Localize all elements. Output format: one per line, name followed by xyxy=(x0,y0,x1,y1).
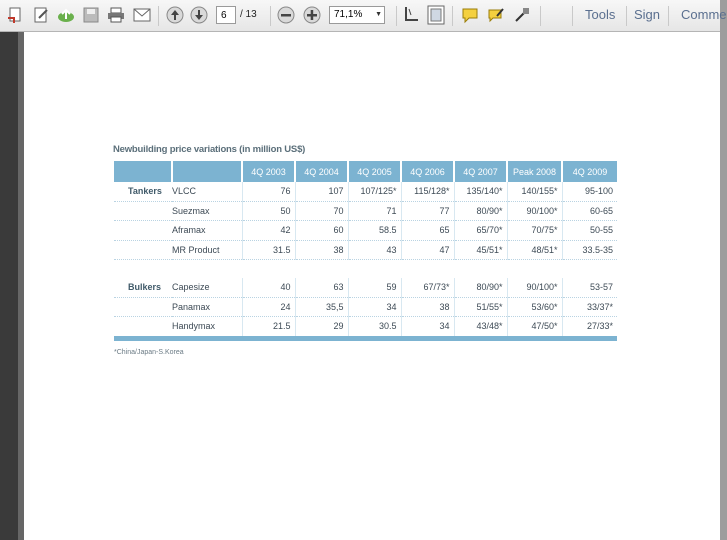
table-cell: 33/37* xyxy=(562,297,617,317)
table-row xyxy=(114,297,617,317)
sign-menu[interactable]: Sign xyxy=(634,7,661,22)
row-label: Aframax xyxy=(172,221,242,241)
column-header: 4Q 2005 xyxy=(348,161,401,182)
table-cell: 33.5-35 xyxy=(562,240,617,260)
toolbar-divider xyxy=(626,6,627,26)
table-cell: 59 xyxy=(348,278,401,297)
table-cell: 90/100* xyxy=(507,278,562,297)
fit-page-icon[interactable] xyxy=(426,5,446,25)
table-cell: 76 xyxy=(242,182,295,201)
table-cell: 107/125* xyxy=(348,182,401,201)
edit-document-icon[interactable] xyxy=(32,5,52,25)
table-row xyxy=(114,201,617,221)
table-cell: 38 xyxy=(295,240,348,260)
print-icon[interactable] xyxy=(106,5,126,25)
table-cell: 31.5 xyxy=(242,240,295,260)
table-row xyxy=(114,278,617,297)
table-cell: 67/73* xyxy=(401,278,454,297)
table-row xyxy=(114,221,617,241)
spacer-cell xyxy=(114,260,617,279)
toolbar-divider xyxy=(270,6,271,26)
save-icon[interactable] xyxy=(82,5,100,25)
toolbar-divider xyxy=(572,6,573,26)
group-label-empty xyxy=(114,201,172,221)
group-label: Bulkers xyxy=(114,278,172,297)
table-cell: 135/140* xyxy=(454,182,507,201)
cloud-upload-icon[interactable] xyxy=(56,5,76,25)
group-label-empty xyxy=(114,317,172,336)
group-label: Tankers xyxy=(114,182,172,201)
table-footnote: *China/Japan-S.Korea xyxy=(114,349,184,356)
table-cell: 70/75* xyxy=(507,221,562,241)
column-header: 4Q 2007 xyxy=(454,161,507,182)
table-spacer-row xyxy=(114,260,617,279)
toolbar-divider xyxy=(158,6,159,26)
table-title: Newbuilding price variations (in million US$) xyxy=(113,144,306,155)
group-label-empty xyxy=(114,221,172,241)
column-header: 4Q 2003 xyxy=(242,161,295,182)
table-cell: 50-55 xyxy=(562,221,617,241)
table-cell: 29 xyxy=(295,317,348,336)
zoom-value: 71,1% xyxy=(334,9,363,20)
table-cell: 53/60* xyxy=(507,297,562,317)
table-cell: 58.5 xyxy=(348,221,401,241)
table-cell: 65 xyxy=(401,221,454,241)
select-tool-icon[interactable] xyxy=(402,5,420,25)
previous-page-icon[interactable] xyxy=(166,5,184,25)
next-page-icon[interactable] xyxy=(190,5,208,25)
create-pdf-icon[interactable] xyxy=(6,5,26,25)
table-cell: 34 xyxy=(348,297,401,317)
zoom-out-icon[interactable] xyxy=(276,5,296,25)
highlight-icon[interactable] xyxy=(486,5,506,25)
table-cell: 43/48* xyxy=(454,317,507,336)
page-total-label: / 13 xyxy=(240,9,257,20)
header-blank xyxy=(172,161,242,182)
row-label: Panamax xyxy=(172,297,242,317)
toolbar-divider xyxy=(668,6,669,26)
table-cell: 65/70* xyxy=(454,221,507,241)
zoom-in-icon[interactable] xyxy=(302,5,322,25)
table-cell: 50 xyxy=(242,201,295,221)
column-header: 4Q 2006 xyxy=(401,161,454,182)
toolbar-divider xyxy=(540,6,541,26)
table-cell: 80/90* xyxy=(454,201,507,221)
row-label: Handymax xyxy=(172,321,216,332)
chevron-down-icon[interactable]: ▼ xyxy=(375,11,382,18)
table-cell: 42 xyxy=(242,221,295,241)
column-header: Peak 2008 xyxy=(507,161,562,182)
stamp-icon[interactable] xyxy=(512,5,532,25)
toolbar-divider xyxy=(452,6,453,26)
table-cell: 115/128* xyxy=(401,182,454,201)
row-label: Capesize xyxy=(172,278,242,297)
table-row xyxy=(114,182,617,201)
table-cell: 24 xyxy=(242,297,295,317)
table-bottom-band xyxy=(114,336,617,341)
table-row xyxy=(114,240,617,260)
column-header: 4Q 2009 xyxy=(562,161,617,182)
table-cell: 38 xyxy=(401,297,454,317)
group-label-empty xyxy=(114,297,172,317)
table-cell: 80/90* xyxy=(454,278,507,297)
page-number-input[interactable]: 6 xyxy=(216,6,236,24)
table-cell: 77 xyxy=(401,201,454,221)
table-cell: 63 xyxy=(295,278,348,297)
table-cell: 48/51* xyxy=(507,240,562,260)
table-cell: 107 xyxy=(295,182,348,201)
table-cell: 43 xyxy=(348,240,401,260)
table-cell: 70 xyxy=(295,201,348,221)
column-header: 4Q 2004 xyxy=(295,161,348,182)
table-cell: 60-65 xyxy=(562,201,617,221)
header-blank xyxy=(114,161,172,182)
table-cell: 51/55* xyxy=(454,297,507,317)
comment-menu[interactable]: Comme xyxy=(681,7,727,22)
table-cell: 71 xyxy=(348,201,401,221)
toolbar xyxy=(0,0,727,32)
table-cell: 34 xyxy=(401,317,454,336)
zoom-select[interactable] xyxy=(329,6,385,24)
toolbar-divider xyxy=(396,6,397,26)
table-cell: 60 xyxy=(295,221,348,241)
table-cell: 35,5 xyxy=(295,297,348,317)
tools-menu[interactable]: Tools xyxy=(585,7,616,22)
table-header-row xyxy=(114,161,617,182)
group-label-empty xyxy=(114,240,172,260)
table-cell: 47 xyxy=(401,240,454,260)
table-cell: 27/33* xyxy=(562,317,617,336)
row-label: Suezmax xyxy=(172,201,242,221)
table-cell: 45/51* xyxy=(454,240,507,260)
price-table xyxy=(114,161,617,336)
table-cell: 40 xyxy=(242,278,295,297)
table-cell: 90/100* xyxy=(507,201,562,221)
table-cell: 140/155* xyxy=(507,182,562,201)
row-label: MR Product xyxy=(172,240,242,260)
row-label: VLCC xyxy=(172,182,242,201)
table-cell: 47/50* xyxy=(507,317,562,336)
table-cell: 53-57 xyxy=(562,278,617,297)
comment-icon[interactable] xyxy=(460,5,480,25)
table-cell: 21.5 xyxy=(242,317,295,336)
email-icon[interactable] xyxy=(132,5,152,25)
table-cell: 30.5 xyxy=(348,317,401,336)
table-row xyxy=(114,317,617,336)
table-cell: 95-100 xyxy=(562,182,617,201)
